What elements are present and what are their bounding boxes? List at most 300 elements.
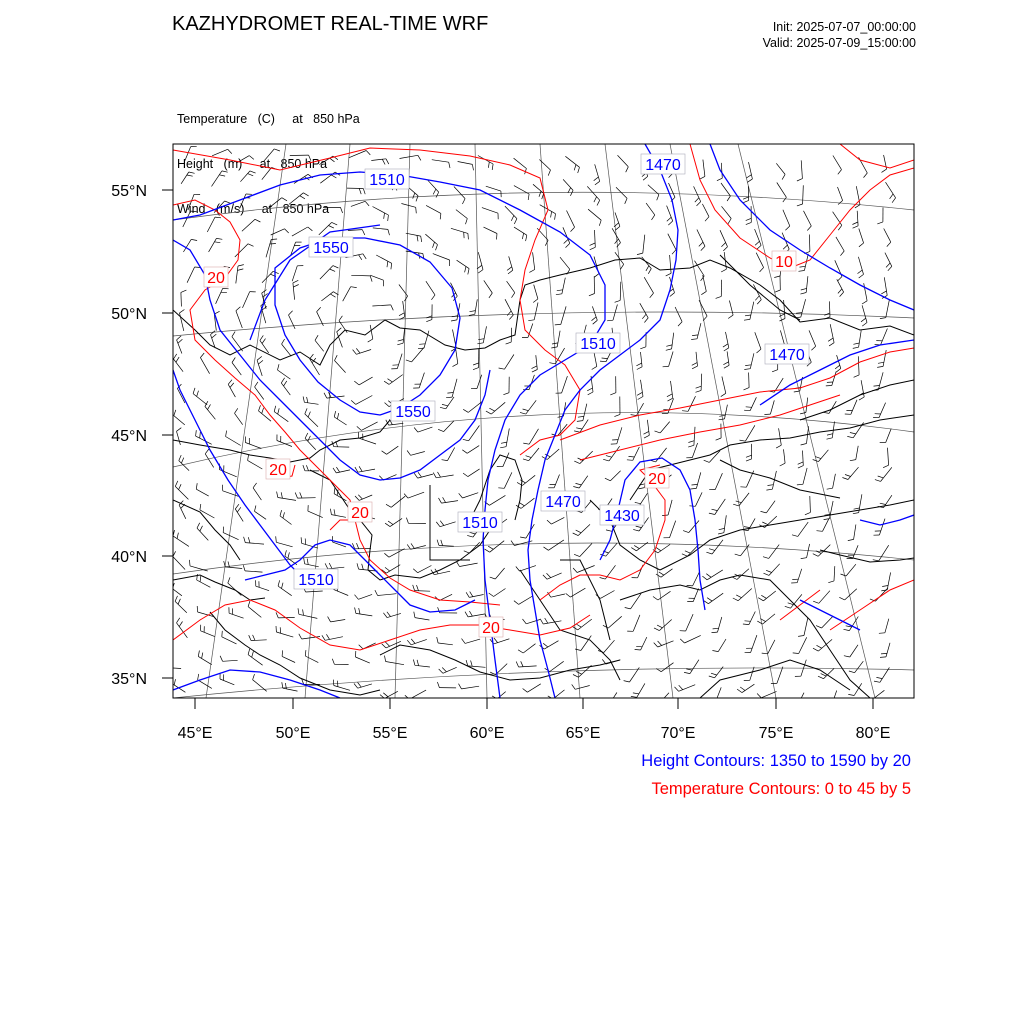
wind-barb-feather: [711, 673, 717, 675]
lon-label-80: 80°E: [855, 725, 891, 742]
wind-barb: [633, 615, 640, 631]
wind-barb: [755, 332, 761, 349]
height-label: 1510: [580, 336, 616, 353]
wind-barb: [724, 515, 726, 532]
height-contour-legend: Height Contours: 1350 to 1590 by 20: [641, 752, 911, 770]
wind-barb-feather: [330, 269, 336, 271]
wind-barb-feather: [659, 572, 664, 575]
wind-barb-feather: [308, 227, 313, 231]
wind-barb-feather: [300, 196, 305, 199]
wind-barb-feather: [745, 621, 751, 622]
wind-barb: [406, 233, 421, 236]
wind-barb: [661, 569, 673, 577]
wind-barb-feather: [743, 624, 749, 625]
lon-label-60: 60°E: [469, 725, 505, 742]
wind-barb: [883, 350, 886, 366]
wind-barb-feather: [196, 430, 197, 436]
wind-barb-feather: [276, 536, 277, 542]
wind-barb-feather: [678, 322, 682, 326]
wind-barb-feather: [433, 189, 436, 194]
wind-barb: [526, 620, 540, 624]
wind-barb-feather: [465, 267, 466, 273]
wind-barb-feather: [667, 217, 671, 221]
wind-barb: [560, 257, 570, 269]
wind-barb-feather: [743, 200, 749, 202]
wind-barb-feather: [190, 560, 191, 566]
wind-barb-feather: [359, 645, 363, 649]
wind-barb-feather: [400, 317, 405, 320]
wind-barb: [749, 612, 755, 625]
wind-barb-feather: [329, 563, 332, 568]
wind-barb-feather: [419, 344, 425, 345]
wind-barb-feather: [854, 508, 860, 509]
wind-barb: [693, 571, 700, 586]
wind-barb-feather: [723, 247, 727, 251]
wind-barb: [763, 591, 775, 601]
wind-barb-feather: [391, 263, 392, 269]
wind-barb-feather: [706, 574, 711, 578]
wind-barb: [283, 688, 298, 691]
wind-barb-feather: [704, 460, 710, 462]
wind-barb: [236, 266, 238, 283]
wind-barb-feather: [798, 466, 803, 469]
wind-barb-feather: [178, 339, 183, 343]
temperature-contours: [173, 144, 914, 650]
wind-barb-feather: [357, 426, 362, 430]
wind-barb-feather: [520, 412, 526, 414]
wind-barb: [527, 684, 540, 692]
wind-barb-feather: [813, 460, 819, 462]
wind-barb: [262, 168, 272, 180]
wind-barb-feather: [637, 392, 642, 395]
wind-barb: [236, 311, 242, 328]
wind-barb-feather: [543, 643, 548, 647]
wind-barb: [600, 591, 614, 599]
wind-barb-feather: [362, 564, 364, 570]
wind-barb: [862, 305, 867, 322]
wind-barb: [644, 277, 653, 293]
wind-barb-feather: [813, 554, 818, 557]
wind-barb-feather: [745, 315, 751, 316]
wind-barb: [376, 255, 392, 263]
wind-barb-feather: [433, 242, 435, 248]
wind-barb: [282, 344, 292, 356]
map-title: KAZHYDROMET REAL-TIME WRF: [172, 13, 489, 35]
wind-barb-feather: [329, 226, 334, 229]
wind-barb-feather: [385, 523, 390, 526]
wind-barb-feather: [466, 219, 468, 225]
wind-barb-feather: [406, 518, 408, 524]
wind-barb-feather: [745, 365, 751, 366]
wind-barb-feather: [827, 434, 833, 435]
wind-barb: [715, 473, 722, 489]
wind-barb-feather: [177, 336, 182, 340]
wind-barb-feather: [746, 459, 752, 461]
wind-barb-feather: [588, 392, 593, 395]
wind-barb: [188, 194, 194, 210]
wind-barb: [185, 147, 191, 161]
temperature-label: 10: [775, 254, 793, 271]
wind-barb: [446, 397, 454, 409]
wind-barb-feather: [850, 460, 856, 461]
wind-barb: [225, 567, 242, 569]
wind-barb-feather: [330, 158, 335, 162]
wind-barb-feather: [488, 162, 489, 168]
wind-barb-feather: [260, 335, 263, 340]
wind-barb-feather: [174, 354, 177, 359]
wind-barb-feather: [724, 348, 729, 351]
wind-barb: [880, 668, 890, 683]
wind-barb: [587, 186, 599, 200]
wind-barb-feather: [624, 681, 630, 682]
wind-barb-feather: [801, 558, 807, 559]
wind-barb: [372, 305, 390, 306]
wind-barb-feather: [620, 264, 623, 269]
wind-barb: [578, 524, 590, 535]
wind-barb-feather: [442, 460, 448, 461]
wind-barb-feather: [163, 662, 165, 668]
height-label: 1550: [395, 404, 431, 421]
wind-barb: [475, 299, 478, 314]
wind-barb: [539, 160, 550, 171]
wind-barb: [356, 657, 370, 663]
wind-barb-feather: [451, 320, 457, 321]
wind-barb-feather: [532, 370, 537, 373]
wind-barb-feather: [489, 593, 494, 597]
wind-barb-feather: [167, 662, 169, 668]
wind-barb-feather: [850, 433, 856, 434]
wind-barb-feather: [816, 626, 822, 628]
wind-barb: [617, 427, 622, 444]
wind-barb-feather: [398, 340, 404, 342]
wind-barb-feather: [590, 243, 596, 245]
graticule: [173, 144, 914, 698]
wind-barb: [672, 333, 674, 349]
wind-barb-feather: [549, 363, 555, 364]
wind-barb: [325, 637, 343, 641]
wind-barb-feather: [763, 557, 769, 559]
wind-barb: [557, 331, 560, 347]
wind-barb: [519, 596, 533, 604]
wind-barb-feather: [285, 683, 286, 689]
wind-barb-feather: [181, 458, 183, 464]
wind-barb: [174, 359, 184, 372]
wind-barb: [551, 594, 565, 597]
wind-barb-feather: [236, 307, 241, 311]
wind-barb-feather: [447, 393, 453, 394]
wind-barb-feather: [733, 504, 739, 506]
lon-label-75: 75°E: [758, 725, 794, 742]
wind-barb: [715, 687, 721, 703]
wind-barb-feather: [631, 415, 637, 416]
wind-barb: [251, 640, 267, 641]
wind-barb: [696, 352, 698, 366]
wind-barb: [228, 384, 235, 397]
wind-barb-feather: [880, 657, 886, 658]
wind-barb-feather: [250, 171, 256, 173]
wind-barb-feather: [657, 625, 662, 628]
wind-barb-feather: [574, 461, 580, 464]
wind-barb: [858, 356, 859, 375]
wind-barb-feather: [214, 242, 220, 243]
wind-barb: [784, 449, 786, 463]
wind-barb: [403, 301, 405, 317]
wind-barb-feather: [520, 480, 525, 483]
wind-barb-feather: [644, 318, 648, 323]
wind-barb-feather: [519, 503, 524, 506]
wind-barb: [391, 496, 405, 507]
wind-barb-feather: [507, 267, 512, 271]
wind-barb-feather: [303, 609, 304, 615]
wind-barb: [703, 275, 707, 291]
wind-barb: [187, 267, 195, 283]
wind-barb-feather: [603, 459, 609, 461]
wind-barb: [415, 665, 430, 667]
wind-barb-feather: [733, 598, 738, 601]
wind-barb-feather: [746, 407, 752, 408]
temperature-contour-labels: [204, 251, 796, 637]
wind-barb-feather: [574, 431, 580, 432]
wind-barb-feather: [391, 305, 394, 310]
wind-barb-feather: [514, 601, 519, 605]
wind-barb: [460, 563, 478, 566]
wind-barb-feather: [633, 693, 639, 694]
wind-barb-feather: [642, 314, 646, 319]
wind-barb-feather: [174, 410, 176, 416]
wind-barb-feather: [687, 585, 693, 586]
wind-barb: [240, 194, 246, 209]
wind-barb-feather: [305, 433, 308, 438]
wind-barb-feather: [175, 596, 177, 602]
wind-barb-feather: [179, 622, 182, 627]
wind-barb-feather: [685, 551, 691, 553]
wind-barb: [608, 616, 622, 628]
wind-barb-feather: [334, 509, 335, 515]
wind-barb-feather: [187, 175, 193, 176]
wind-barb-feather: [890, 194, 894, 199]
wind-barb-feather: [737, 689, 742, 693]
wind-barb: [661, 663, 673, 672]
wind-barb-feather: [797, 179, 803, 181]
wind-barb-feather: [593, 320, 598, 324]
wind-barb: [536, 355, 538, 369]
wind-barb-feather: [817, 645, 822, 648]
wind-barb: [458, 162, 473, 165]
wind-barb-feather: [257, 356, 262, 360]
wind-barb-feather: [717, 178, 722, 181]
wind-barb: [533, 252, 535, 269]
wind-barb: [281, 383, 290, 395]
wind-barb-feather: [635, 650, 641, 651]
wind-barb: [822, 616, 834, 628]
wind-barb: [562, 278, 565, 294]
wind-barb-feather: [886, 263, 890, 267]
wind-barb-feather: [200, 432, 201, 438]
wind-barb-feather: [755, 296, 759, 301]
wind-barb-feather: [772, 370, 778, 372]
wind-barb: [486, 186, 501, 191]
wind-barb: [776, 163, 785, 174]
wind-barb: [519, 666, 537, 667]
wind-barb: [618, 155, 629, 167]
wind-barb: [701, 374, 702, 391]
wind-barb-feather: [237, 507, 241, 512]
temperature-label: 20: [207, 270, 225, 287]
wind-barb-feather: [262, 339, 265, 344]
wind-barb: [253, 488, 261, 500]
wind-barb-feather: [405, 695, 410, 699]
wind-barb: [359, 377, 373, 385]
wind-barb-feather: [724, 365, 729, 368]
wind-barb-feather: [473, 363, 479, 365]
wind-barb: [197, 528, 208, 540]
wind-barb: [274, 412, 288, 422]
wind-barb: [612, 228, 620, 242]
wind-barb-feather: [497, 234, 498, 240]
wind-barb: [235, 413, 243, 424]
wind-barb-feather: [355, 608, 356, 614]
wind-barb-feather: [766, 570, 772, 572]
valid-time: Valid: 2025-07-09_15:00:00: [762, 36, 916, 50]
wind-barb: [550, 661, 564, 671]
wind-barb: [263, 149, 274, 162]
wind-barb: [505, 299, 513, 315]
wind-barb: [425, 234, 437, 244]
wind-barb: [343, 287, 351, 302]
wind-barb-feather: [421, 236, 422, 242]
wind-barb-feather: [797, 484, 803, 485]
latitude-labels: [111, 183, 147, 688]
wind-barb-feather: [686, 669, 692, 670]
wind-barb-feather: [636, 363, 641, 366]
wind-barb: [216, 288, 223, 303]
wind-barb-feather: [477, 343, 483, 344]
wind-barb: [881, 329, 888, 345]
wind-barb-feather: [436, 192, 439, 197]
wind-barb: [505, 355, 514, 370]
wind-barb: [305, 656, 318, 663]
wind-barb: [452, 379, 457, 397]
wind-barb: [888, 448, 889, 466]
wind-barb-feather: [817, 531, 823, 532]
wind-barb-feather: [880, 318, 886, 319]
wind-barb: [386, 662, 404, 665]
wind-barb-feather: [635, 502, 641, 503]
wind-barb-feather: [887, 242, 891, 247]
wind-barb: [722, 206, 732, 218]
wind-barb-feather: [744, 369, 750, 370]
wind-barb-feather: [215, 217, 221, 218]
wind-barb-feather: [472, 164, 473, 170]
wind-barb-feather: [303, 465, 305, 471]
wind-barb: [750, 397, 756, 410]
wind-barb: [875, 588, 888, 602]
wind-barb-feather: [576, 530, 581, 533]
wind-barb-feather: [305, 650, 306, 656]
wind-barb: [640, 303, 648, 318]
wind-barb: [334, 590, 348, 596]
wind-barb-feather: [796, 313, 802, 314]
wind-barb-feather: [449, 162, 450, 168]
wind-barb-feather: [566, 243, 570, 247]
wind-barb-feather: [295, 493, 297, 499]
wind-barb: [845, 589, 857, 600]
wind-barb-feather: [282, 339, 285, 344]
wind-barb-feather: [354, 684, 358, 689]
wind-barb-feather: [177, 533, 178, 539]
wind-barb-feather: [764, 573, 770, 575]
wind-barb-feather: [514, 219, 517, 224]
wind-barb-feather: [334, 488, 335, 494]
wind-barb: [257, 360, 262, 376]
wind-barb: [494, 589, 506, 597]
wind-barb: [289, 315, 296, 329]
wind-barb-feather: [594, 177, 599, 181]
wind-barb: [669, 352, 674, 367]
wind-barb-feather: [878, 476, 884, 478]
wind-barb-feather: [469, 611, 472, 616]
wind-barb: [565, 156, 579, 167]
wind-barb-feather: [800, 266, 806, 267]
wind-barb-feather: [705, 217, 709, 222]
wind-barb-feather: [526, 235, 527, 241]
wind-barb: [769, 545, 780, 559]
wind-barb: [756, 253, 763, 268]
wind-barb-feather: [521, 661, 523, 666]
wind-barb-feather: [282, 198, 287, 201]
wind-barb: [315, 340, 324, 351]
wind-barb: [255, 387, 264, 400]
wind-barb: [390, 518, 402, 526]
wind-barb-feather: [248, 537, 250, 543]
init-time: Init: 2025-07-07_00:00:00: [772, 20, 916, 34]
wind-barb: [522, 475, 535, 485]
wind-barb-feather: [202, 653, 203, 659]
wind-barb-feather: [282, 583, 284, 589]
wind-barb-feather: [701, 291, 706, 294]
wind-barb-feather: [728, 315, 733, 318]
wind-barb-feather: [712, 651, 718, 652]
wind-barb: [358, 684, 372, 688]
wind-barb: [477, 375, 482, 389]
wind-barb: [859, 331, 862, 348]
wind-barb-feather: [382, 159, 385, 164]
wind-barb-feather: [776, 445, 781, 448]
wind-barb: [523, 644, 535, 653]
wind-barb-feather: [442, 404, 448, 405]
wind-barb-feather: [309, 155, 311, 161]
wind-barb: [643, 235, 645, 253]
wind-barb-feather: [639, 488, 645, 489]
wind-barb-feather: [222, 631, 223, 637]
map-plot-area: [163, 144, 914, 707]
wind-barb-feather: [625, 198, 627, 203]
wind-barb: [331, 515, 346, 518]
height-label: 1550: [313, 240, 349, 257]
wind-barb: [235, 244, 248, 257]
wind-barb-feather: [411, 639, 415, 644]
wind-barb: [373, 207, 389, 216]
wind-barb-feather: [303, 397, 304, 403]
wind-barb-feather: [606, 456, 612, 458]
wind-barb-feather: [366, 151, 370, 155]
wind-barb-feather: [848, 694, 854, 695]
wind-barb: [223, 533, 238, 540]
wind-barb-feather: [283, 512, 285, 518]
wind-barb: [507, 281, 515, 293]
wind-barb: [308, 511, 323, 517]
wind-barb: [278, 370, 291, 379]
